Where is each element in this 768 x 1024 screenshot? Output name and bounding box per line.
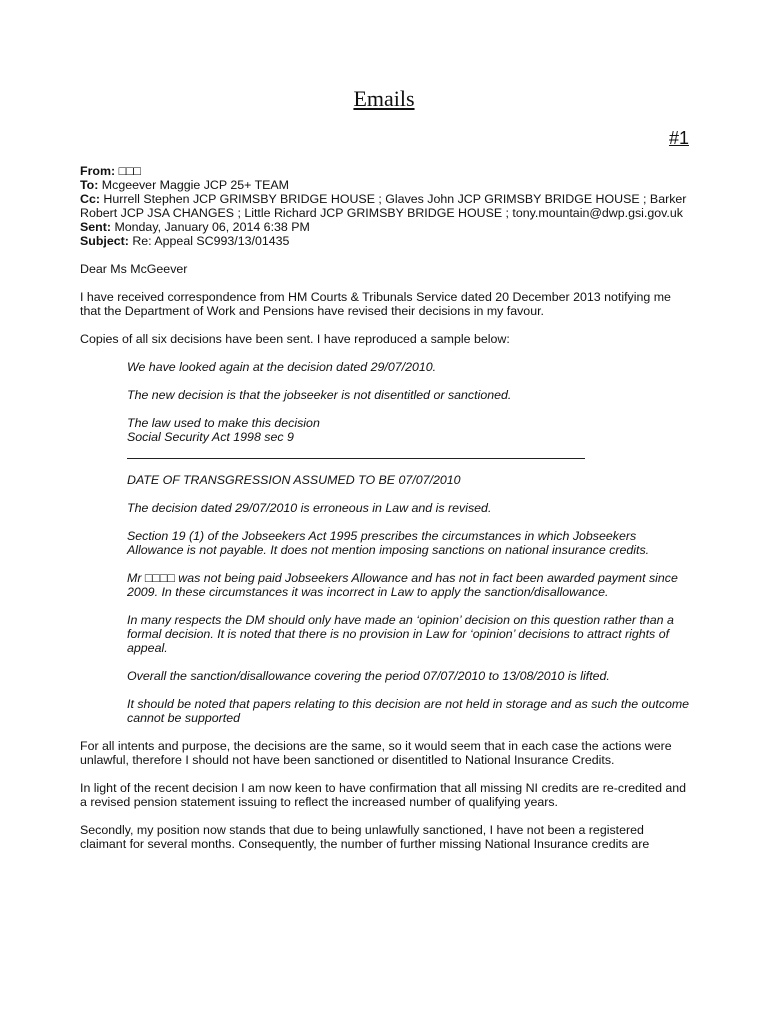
from-label: From: (80, 164, 116, 178)
sent-value: Monday, January 06, 2014 6:38 PM (114, 220, 310, 234)
quote-10: It should be noted that papers relating to this decision are not held in storage and as such the outcome cannot be supported (127, 697, 690, 725)
quote-3-line-1: The law used to make this decision (127, 416, 320, 430)
quote-1: We have looked again at the decision dated 29/07/2010. (127, 360, 437, 374)
email-number: #1 (668, 128, 689, 148)
quote-5: The decision dated 29/07/2010 is erroneous in Law and is revised. (127, 501, 492, 515)
quote-8: In many respects the DM should only have made an ‘opinion’ decision on this question rather than a formal decision. It is noted that there is no provision in Law for ‘opinion’ decisions to attract rights of appeal. (127, 613, 674, 655)
email-header (80, 164, 690, 248)
separator-line (127, 458, 585, 459)
paragraph-2: Copies of all six decisions have been sent. I have reproduced a sample below: (80, 332, 510, 346)
to-value: Mcgeever Maggie JCP 25+ TEAM (101, 178, 290, 192)
quote-3 (127, 416, 690, 444)
from-line (80, 164, 690, 178)
to-line (80, 178, 690, 192)
to-label: To: (80, 178, 99, 192)
paragraph-3: For all intents and purpose, the decisions are the same, so it would seem that in each case the actions were unlawful, therefore I should not have been sanctioned or disentitled to National Insurance Credits. (80, 739, 672, 767)
email-body (80, 164, 690, 851)
paragraph-5: Secondly, my position now stands that due to being unlawfully sanctioned, I have not been a registered claimant for several months. Consequently, the number of further missing National Insurance credits are (80, 823, 650, 851)
from-value: □□□ (118, 164, 142, 178)
quote-2: The new decision is that the jobseeker is not disentitled or sanctioned. (127, 388, 512, 402)
subject-value: Re: Appeal SC993/13/01435 (132, 234, 290, 248)
paragraph-4: In light of the recent decision I am now keen to have confirmation that all missing NI credits are re-credited and a revised pension statement issuing to reflect the increased number of qualifying years. (80, 781, 687, 809)
document-title: Emails (353, 86, 415, 111)
greeting: Dear Ms McGeever (80, 262, 188, 276)
quote-6: Section 19 (1) of the Jobseekers Act 1995 prescribes the circumstances in which Jobseekers Allowance is not payable. It does not mention imposing sanctions on national insurance credits. (127, 529, 650, 557)
sent-label: Sent: (80, 220, 111, 234)
quote-4: DATE OF TRANSGRESSION ASSUMED TO BE 07/07/2010 (127, 473, 461, 487)
cc-line (80, 192, 690, 220)
cc-value: Hurrell Stephen JCP GRIMSBY BRIDGE HOUSE ; Glaves John JCP GRIMSBY BRIDGE HOUSE ; Barker Robert JCP JSA CHANGES ; Little Richard JCP GRIMSBY BRIDGE HOUSE ; tony.mountain@dwp.gsi.gov.uk (80, 192, 687, 220)
quote-7: Mr □□□□ was not being paid Jobseekers Allowance and has not in fact been awarded payment since 2009. In these circumstances it was incorrect in Law to apply the sanction/disallowance. (127, 571, 678, 599)
paragraph-1: I have received correspondence from HM Courts & Tribunals Service dated 20 December 2013 notifying me that the Department of Work and Pensions have revised their decisions in my favour. (80, 290, 671, 318)
subject-label: Subject: (80, 234, 129, 248)
subject-line (80, 234, 690, 248)
sent-line (80, 220, 690, 234)
cc-label: Cc: (80, 192, 100, 206)
quote-9: Overall the sanction/disallowance covering the period 07/07/2010 to 13/08/2010 is lifted. (127, 669, 610, 683)
quote-3-line-2: Social Security Act 1998 sec 9 (127, 430, 294, 444)
